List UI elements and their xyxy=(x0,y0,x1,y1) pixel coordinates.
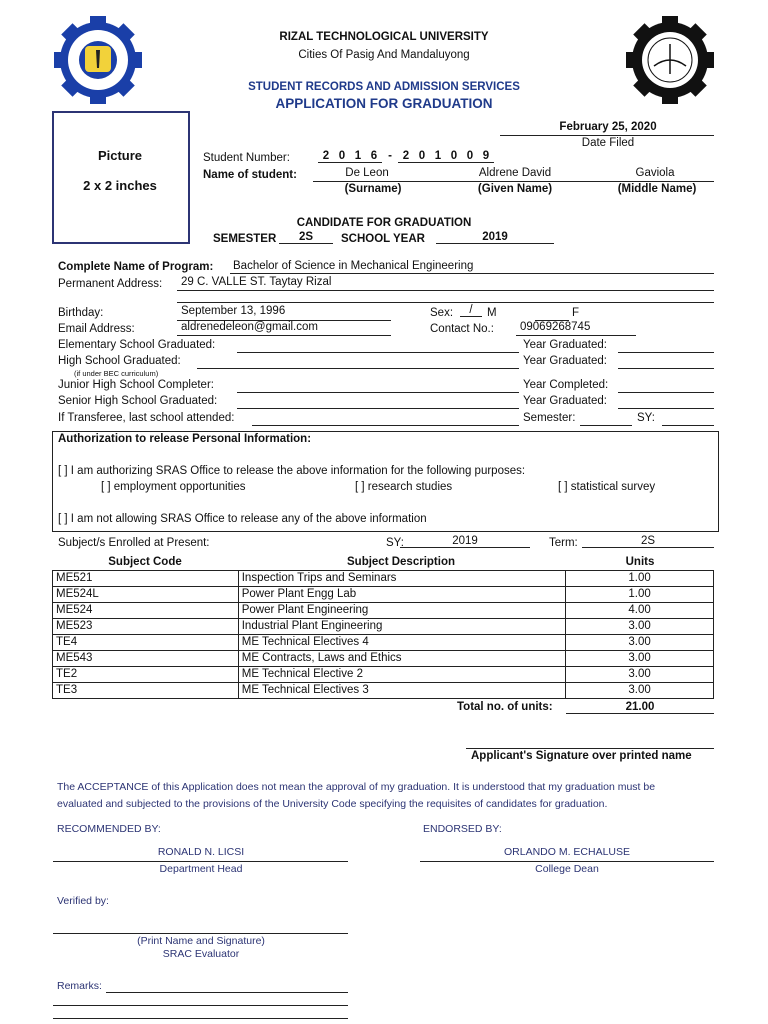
subject-code-cell: ME521 xyxy=(53,571,239,587)
student-name-label: Name of student: xyxy=(203,169,297,181)
program-value: Bachelor of Science in Mechanical Engineering xyxy=(233,260,474,272)
subject-code-cell: ME524L xyxy=(53,587,239,603)
elementary-year-label: Year Graduated: xyxy=(523,339,607,351)
table-row xyxy=(53,603,714,619)
sex-label: Sex: xyxy=(430,307,454,319)
units-cell: 3.00 xyxy=(566,619,714,635)
high-school-label: High School Graduated: xyxy=(58,355,181,367)
subject-description-cell: Industrial Plant Engineering xyxy=(238,619,565,635)
subject-description-cell: ME Technical Elective 2 xyxy=(238,667,565,683)
subject-description-cell: Power Plant Engg Lab xyxy=(238,587,565,603)
enrolled-label: Subject/s Enrolled at Present: xyxy=(58,537,210,549)
table-row xyxy=(53,683,714,699)
address-label: Permanent Address: xyxy=(58,278,163,290)
college-seal-logo xyxy=(624,14,716,106)
university-name: RIZAL TECHNOLOGICAL UNIVERSITY xyxy=(279,31,489,43)
subject-description-cell: Power Plant Engineering xyxy=(238,603,565,619)
student-number-label: Student Number: xyxy=(203,152,290,164)
units-cell: 1.00 xyxy=(566,587,714,603)
birthday-label: Birthday: xyxy=(58,307,104,319)
subject-description-cell: ME Technical Electives 4 xyxy=(238,635,565,651)
table-row xyxy=(53,651,714,667)
term-value: 2S xyxy=(582,535,714,548)
notice-line-2: evaluated and subjected to the provisions of the University Code specifying the requisites of candidates for graduation. xyxy=(57,798,608,810)
enrolled-sy-label: SY: xyxy=(386,537,404,549)
given-name-label: (Given Name) xyxy=(477,183,553,195)
units-cell: 3.00 xyxy=(566,667,714,683)
col-subject-description: Subject Description xyxy=(347,556,455,568)
transferee-label: If Transferee, last school attended: xyxy=(58,412,235,424)
middle-name-value: Gaviola xyxy=(635,167,675,179)
total-units-value: 21.00 xyxy=(566,701,714,714)
high-school-year-label: Year Graduated: xyxy=(523,355,607,367)
email-value: aldrenedeleon@gmail.com xyxy=(181,321,318,333)
units-cell: 1.00 xyxy=(566,571,714,587)
sex-male-checkbox[interactable]: / xyxy=(460,304,482,317)
birthday-value: September 13, 1996 xyxy=(181,305,286,317)
subject-code-cell: TE4 xyxy=(53,635,239,651)
email-label: Email Address: xyxy=(58,323,135,335)
statistical-survey-checkbox[interactable]: [ ] statistical survey xyxy=(558,481,656,493)
semester-label: SEMESTER xyxy=(213,233,277,245)
remarks-label: Remarks: xyxy=(57,980,102,992)
given-name-value: Aldrene David xyxy=(478,167,552,179)
jhs-year-label: Year Completed: xyxy=(523,379,609,391)
jhs-label: Junior High School Completer: xyxy=(58,379,214,391)
picture-size: 2 x 2 inches xyxy=(83,178,157,193)
evaluator-label: SRAC Evaluator xyxy=(162,948,240,960)
notice-line-1: The ACCEPTANCE of this Application does not mean the approval of my graduation. It is understood that my graduation must be xyxy=(57,781,656,793)
subject-code-cell: TE3 xyxy=(53,683,239,699)
print-name-label: (Print Name and Signature) xyxy=(137,935,265,947)
enrolled-sy-value: 2019 xyxy=(400,535,530,548)
high-school-note: (if under BEC curriculum) xyxy=(74,369,159,378)
table-row xyxy=(53,571,714,587)
table-row xyxy=(53,587,714,603)
authorization-title: Authorization to release Personal Information: xyxy=(58,433,312,445)
subject-code-cell: ME543 xyxy=(53,651,239,667)
units-cell: 3.00 xyxy=(566,683,714,699)
middle-name-label: (Middle Name) xyxy=(617,183,697,195)
school-year-value: 2019 xyxy=(436,231,554,244)
col-subject-code: Subject Code xyxy=(108,556,182,568)
col-units: Units xyxy=(625,556,655,568)
table-row xyxy=(53,667,714,683)
subjects-table xyxy=(52,570,714,699)
candidate-title: CANDIDATE FOR GRADUATION xyxy=(296,217,472,229)
endorsed-name: ORLANDO M. ECHALUSE xyxy=(503,846,631,858)
shs-year-label: Year Graduated: xyxy=(523,395,607,407)
transferee-semester-label: Semester: xyxy=(523,412,576,424)
elementary-label: Elementary School Graduated: xyxy=(58,339,216,351)
surname-label: (Surname) xyxy=(344,183,402,195)
contact-value: 09069268745 xyxy=(520,321,591,333)
deny-release-checkbox[interactable]: [ ] I am not allowing SRAS Office to release any of the above information xyxy=(58,513,427,525)
transferee-sy-label: SY: xyxy=(637,412,655,424)
school-year-label: SCHOOL YEAR xyxy=(341,233,425,245)
form-title: APPLICATION FOR GRADUATION xyxy=(275,96,493,111)
university-cities: Cities Of Pasig And Mandaluyong xyxy=(298,49,470,61)
total-units-label: Total no. of units: xyxy=(457,701,553,713)
table-row xyxy=(53,619,714,635)
program-label: Complete Name of Program: xyxy=(58,261,214,273)
recommended-by-label: RECOMMENDED BY: xyxy=(57,823,161,835)
shs-label: Senior High School Graduated: xyxy=(58,395,218,407)
student-number: 2 0 1 6 - 2 0 1 0 0 9 xyxy=(318,150,494,163)
units-cell: 4.00 xyxy=(566,603,714,619)
recommended-title: Department Head xyxy=(159,863,243,875)
recommended-name: RONALD N. LICSI xyxy=(157,846,245,858)
employment-checkbox[interactable]: [ ] employment opportunities xyxy=(101,481,246,493)
address-value: 29 C. VALLE ST. Taytay Rizal xyxy=(181,276,332,288)
semester-value: 2S xyxy=(279,231,333,244)
sex-male-label: M xyxy=(487,307,497,319)
contact-label: Contact No.: xyxy=(430,323,494,335)
endorsed-by-label: ENDORSED BY: xyxy=(423,823,502,835)
office-name: STUDENT RECORDS AND ADMISSION SERVICES xyxy=(248,81,520,93)
subject-description-cell: ME Contracts, Laws and Ethics xyxy=(238,651,565,667)
table-row xyxy=(53,635,714,651)
subject-code-cell: TE2 xyxy=(53,667,239,683)
verified-by-label: Verified by: xyxy=(57,895,109,907)
applicant-signature-label: Applicant's Signature over printed name xyxy=(471,750,692,762)
date-filed-value: February 25, 2020 xyxy=(559,121,657,133)
term-label: Term: xyxy=(549,537,578,549)
date-filed-label: Date Filed xyxy=(581,137,635,149)
subject-description-cell: Inspection Trips and Seminars xyxy=(238,571,565,587)
subject-code-cell: ME523 xyxy=(53,619,239,635)
rtu-seal-logo xyxy=(52,14,144,106)
endorsed-title: College Dean xyxy=(535,863,599,875)
units-cell: 3.00 xyxy=(566,635,714,651)
authorize-release-checkbox[interactable]: [ ] I am authorizing SRAS Office to release the above information for the following purposes: xyxy=(58,465,526,477)
research-checkbox[interactable]: [ ] research studies xyxy=(355,481,453,493)
subject-description-cell: ME Technical Electives 3 xyxy=(238,683,565,699)
units-cell: 3.00 xyxy=(566,651,714,667)
sex-female-label: F xyxy=(572,307,580,319)
picture-label: Picture xyxy=(97,148,143,163)
surname-value: De Leon xyxy=(345,167,389,179)
subject-code-cell: ME524 xyxy=(53,603,239,619)
